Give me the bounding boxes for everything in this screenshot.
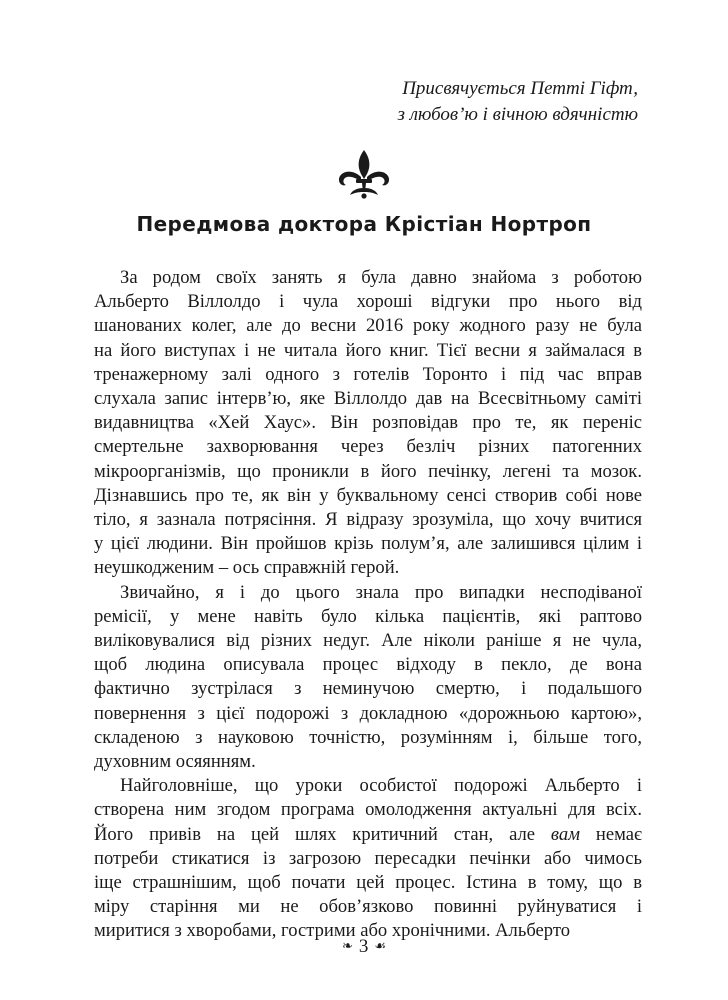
text-line: Дізнавшись про те, як він у буквальному сенсі створив собі нове [94, 484, 642, 506]
folio-ornament-right: ☙ [374, 938, 387, 953]
page-number-footer [0, 936, 728, 958]
text-line: тренажерному залі одного з готелів Торонто і під час вправ [94, 363, 642, 385]
text-line: шанованих колег, але до весни 2016 року жодного разу не була [94, 315, 642, 337]
text-line: Його привів на цей шлях критичний стан, але вам немає [94, 823, 642, 845]
text-line: у цієї людини. Він пройшов крізь полум’я, але залишився цілим і [94, 533, 642, 555]
text-line: міру старіння ми не обов’язково повинні руйнуватися і [94, 896, 642, 918]
dedication-line-1: Присвячується Петті Гіфт, [402, 78, 638, 99]
dedication-line-2: з любов’ю і вічною вдячністю [397, 104, 638, 125]
text-line: на його виступах і не читала його книг. Тієї весни я займалася в [94, 339, 642, 361]
text-line: фактично зустрілася з неминучою смертю, і подальшого [94, 678, 642, 700]
text-line: складеною з науковою точністю, розумінням і, більше того, [94, 726, 642, 748]
text-line: видавництва «Хей Хаус». Він розповідав про те, як переніс [94, 412, 642, 434]
body-text [94, 266, 642, 944]
page-heading: Передмова доктора Крістіан Нортроп [136, 212, 592, 236]
text-line: іще страшнішим, щоб почати цей процес. Істина в тому, що в [94, 872, 642, 894]
text-line: слухала запис інтерв’ю, яке Віллолдо дав на Всесвітньому саміті [94, 388, 642, 410]
text-line: потреби стикатися із загрозою пересадки печінки або чимось [94, 847, 642, 869]
emphasized-word: вам [550, 823, 581, 845]
text-line: миритися з хворобами, гострими або хронічними. Альберто [94, 920, 571, 942]
text-line: створена ним згодом програма омолодження актуальні для всіх. [94, 799, 642, 821]
text-line: Найголовніше, що уроки особистої подорожі Альберто і [120, 775, 642, 797]
text-line: смертельне захворювання через безліч різних патогенних [94, 436, 642, 458]
text-line: мікроорганізмів, що проникли в його печінку, легені та мозок. [94, 460, 642, 482]
text-line: повернення з цієї подорожі з докладною «дорожньою картою», [94, 702, 642, 724]
paragraph [94, 581, 642, 775]
text-line: ремісії, у мене навіть було кілька пацієнтів, які раптово [94, 605, 642, 627]
dedication [398, 76, 638, 128]
text-line: Альберто Віллолдо і чула хороші відгуки про нього від [94, 291, 642, 313]
text-line: щоб людина описувала процес відходу в пекло, де вона [94, 654, 642, 676]
text-line: тіло, я зазнала потрясіння. Я відразу зрозуміла, що хочу вчитися [94, 509, 642, 531]
folio-ornament-left: ❧ [341, 938, 353, 953]
paragraph [94, 266, 642, 581]
page-number: 3 [358, 936, 369, 957]
text-line: духовним осяянням. [94, 751, 256, 773]
text-line: виліковувалися від різних недуг. Але ніколи раніше я не чула, [94, 630, 642, 652]
text-line: неушкодженим – ось справжній герой. [94, 557, 400, 579]
fleur-de-lis-icon [334, 148, 394, 200]
text-line: За родом своїх занять я була давно знайома з роботою [120, 267, 642, 288]
text-line: Звичайно, я і до цього знала про випадки несподіваної [120, 581, 642, 603]
paragraph [94, 774, 642, 943]
